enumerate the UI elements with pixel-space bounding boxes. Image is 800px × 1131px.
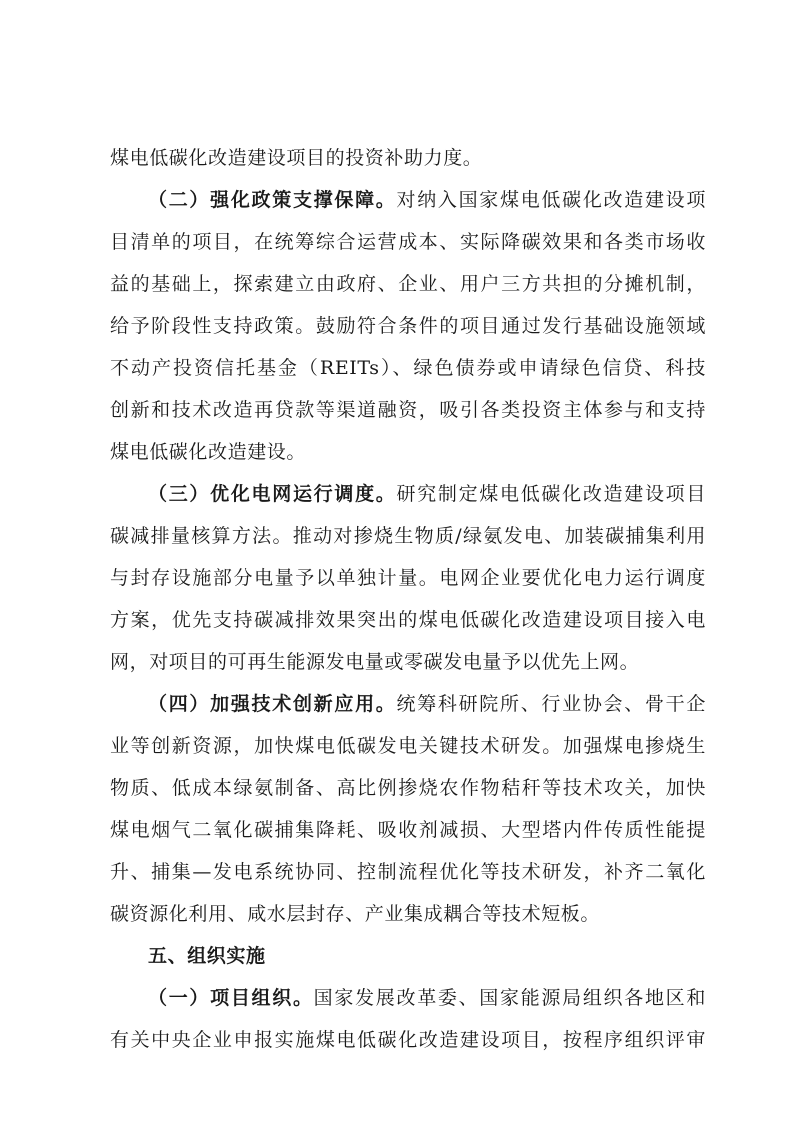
text-line: 碳减排量核算方法。推动对掺烧生物质/绿氨发电、加装碳捕集利用 bbox=[110, 525, 706, 547]
text-line: 给予阶段性支持政策。鼓励符合条件的项目通过发行基础设施领域 bbox=[110, 315, 706, 337]
text-line: 益的基础上，探索建立由政府、企业、用户三方共担的分摊机制， bbox=[110, 273, 706, 295]
section-heading: 五、组织实施 bbox=[148, 945, 266, 967]
text-line: 煤电低碳化改造建设项目的投资补助力度。 bbox=[110, 147, 483, 169]
text-line: 有关中央企业申报实施煤电低碳化改造建设项目，按程序组织评审 bbox=[110, 1029, 706, 1051]
text-line: （四）加强技术创新应用。统筹科研院所、行业协会、骨干企 bbox=[148, 693, 706, 715]
subsection-heading: （二）强化政策支撑保障。 bbox=[148, 189, 397, 211]
text-line: 业等创新资源，加快煤电低碳发电关键技术研发。加强煤电掺烧生 bbox=[110, 735, 706, 757]
text-line: （一）项目组织。国家发展改革委、国家能源局组织各地区和 bbox=[148, 987, 706, 1009]
text-line: 不动产投资信托基金（REITs）、绿色债券或申请绿色信贷、科技 bbox=[110, 357, 706, 379]
subsection-heading: （一）项目组织。 bbox=[148, 987, 314, 1009]
text-line: 创新和技术改造再贷款等渠道融资，吸引各类投资主体参与和支持 bbox=[110, 399, 706, 421]
text-line: 碳资源化利用、咸水层封存、产业集成耦合等技术短板。 bbox=[110, 903, 601, 925]
text-line: （二）强化政策支撑保障。对纳入国家煤电低碳化改造建设项 bbox=[148, 189, 706, 211]
text-line: 升、捕集—发电系统协同、控制流程优化等技术研发，补齐二氧化 bbox=[110, 861, 706, 883]
subsection-heading: （三）优化电网运行调度。 bbox=[148, 483, 397, 505]
text-line: 与封存设施部分电量予以单独计量。电网企业要优化电力运行调度 bbox=[110, 567, 706, 589]
text-line: 物质、低成本绿氨制备、高比例掺烧农作物秸秆等技术攻关，加快 bbox=[110, 777, 706, 799]
text-line: （三）优化电网运行调度。研究制定煤电低碳化改造建设项目 bbox=[148, 483, 706, 505]
subsection-heading: （四）加强技术创新应用。 bbox=[148, 693, 397, 715]
text-line: 煤电低碳化改造建设。 bbox=[110, 441, 307, 463]
text-line: 目清单的项目，在统筹综合运营成本、实际降碳效果和各类市场收 bbox=[110, 231, 706, 253]
text-line: 煤电烟气二氧化碳捕集降耗、吸收剂减损、大型塔内件传质性能提 bbox=[110, 819, 706, 841]
text-line: 方案，优先支持碳减排效果突出的煤电低碳化改造建设项目接入电 bbox=[110, 609, 706, 631]
text-line: 网，对项目的可再生能源发电量或零碳发电量予以优先上网。 bbox=[110, 651, 640, 673]
